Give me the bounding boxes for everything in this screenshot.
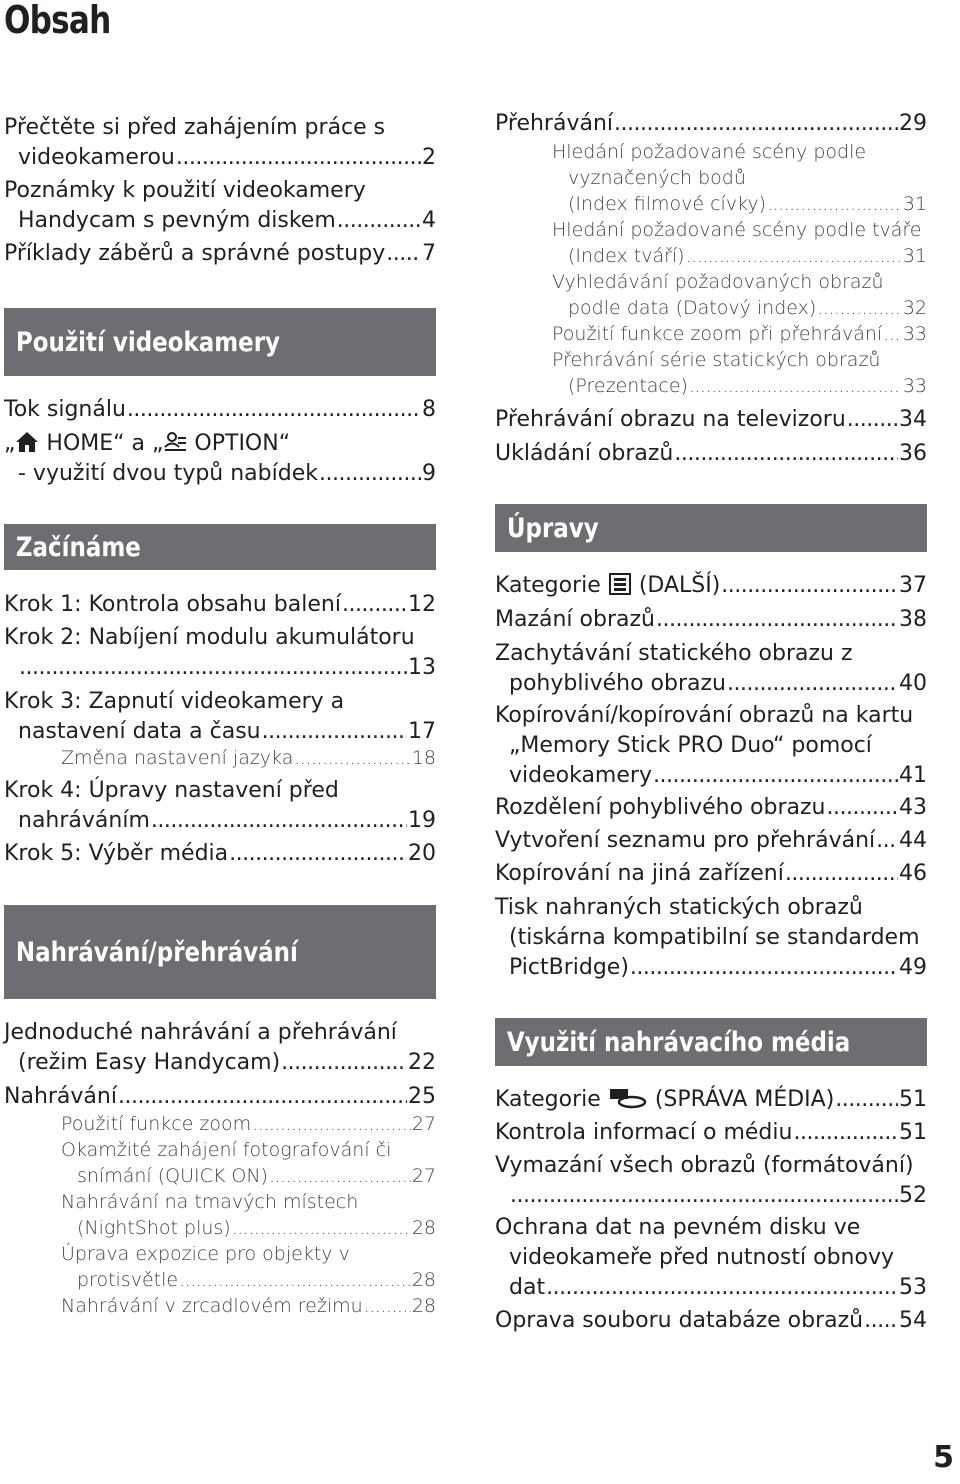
dot-leader: [229, 839, 407, 869]
dot-leader: [817, 295, 902, 321]
toc-page-number: 27: [411, 1165, 436, 1187]
toc-entry-text: Hledání požadované scény podle: [552, 141, 867, 163]
toc-entry-text: videokamerou: [18, 145, 175, 170]
toc-entry[interactable]: [495, 859, 927, 889]
toc-subentry[interactable]: [4, 1111, 436, 1137]
dot-leader: [281, 1048, 407, 1078]
dot-leader: [294, 745, 410, 771]
toc-entry-text: Krok 3: Zapnutí videokamery a: [4, 689, 345, 714]
toc-page-number: 4: [422, 208, 436, 233]
toc-entry-text: videokameře před nutností obnovy: [509, 1245, 894, 1270]
toc-entry-text: Přehrávání: [495, 111, 614, 136]
toc-entry[interactable]: [4, 623, 436, 683]
toc-entry[interactable]: [495, 571, 927, 601]
home-icon: [15, 431, 39, 453]
dot-leader: [386, 239, 421, 269]
toc-page-number: 2: [422, 145, 436, 170]
section-header-label: Začínáme: [15, 531, 141, 563]
dot-leader: [826, 793, 898, 823]
toc-entry[interactable]: [4, 1082, 436, 1112]
page-number: 5: [933, 1440, 954, 1475]
toc-subentry[interactable]: [495, 321, 927, 347]
toc-entry[interactable]: [495, 405, 927, 435]
dot-leader: [835, 1085, 898, 1115]
toc-entry-text: Použití funkce zoom při přehrávání: [552, 323, 883, 345]
toc-entry-text: PictBridge): [509, 955, 629, 980]
toc-page-number: 20: [408, 841, 436, 866]
dot-leader: [19, 653, 407, 683]
section-header-label: Použití videokamery: [15, 326, 280, 358]
toc-entry[interactable]: [4, 429, 436, 489]
toc-entry-text: „Memory Stick PRO Duo“ pomocí: [509, 733, 872, 758]
toc-page-number: 8: [422, 397, 436, 422]
toc-page-number: 19: [408, 808, 436, 833]
toc-entry[interactable]: [495, 826, 927, 856]
toc-page-number: 43: [899, 795, 927, 820]
toc-entry-text: (Index filmové cívky): [568, 193, 767, 215]
toc-entry[interactable]: [495, 109, 927, 139]
toc-subentry[interactable]: [495, 217, 927, 269]
toc-page-number: 33: [902, 323, 927, 345]
toc-entry-text: Změna nastavení jazyka: [61, 747, 294, 769]
toc-entry-text: Vymazání všech obrazů (formátování): [495, 1153, 914, 1178]
toc-entry-text: podle data (Datový index): [568, 297, 817, 319]
toc-entry-text: (režim Easy Handycam): [18, 1050, 281, 1075]
dot-leader: [176, 143, 421, 173]
toc-entry-text: dat: [509, 1275, 546, 1300]
toc-subentry[interactable]: [495, 269, 927, 321]
section-header-label: Využití nahrávacího média: [506, 1026, 851, 1058]
dot-leader: [630, 953, 898, 983]
toc-page-number: 27: [411, 1113, 436, 1135]
toc-page-number: 51: [899, 1087, 927, 1112]
dot-leader: [793, 1118, 898, 1148]
section-header: [495, 504, 927, 552]
toc-entry-text: Okamžité zahájení fotografování či: [61, 1139, 392, 1161]
toc-entry-text: Krok 5: Výběr média: [4, 841, 229, 866]
section-header: [4, 308, 436, 376]
toc-entry-text: „ HOME“ a „ OPTION“: [4, 431, 291, 456]
dot-leader: [179, 1267, 411, 1293]
section-header-label: Úpravy: [506, 512, 599, 544]
toc-entry-text: Rozdělení pohyblivého obrazu: [495, 795, 826, 820]
toc-entry-text: Kontrola informací o médiu: [495, 1120, 793, 1145]
dot-leader: [151, 806, 407, 836]
toc-page-number: 18: [411, 747, 436, 769]
dot-leader: [727, 669, 898, 699]
toc-entry[interactable]: [4, 1018, 436, 1078]
toc-page-number: 46: [899, 861, 927, 886]
toc-entry[interactable]: [495, 605, 927, 635]
toc-entry-text: Vytvoření seznamu pro přehrávání: [495, 828, 876, 853]
toc-page-number: 49: [899, 955, 927, 980]
toc-entry-text: videokamery: [509, 763, 652, 788]
toc-entry[interactable]: [4, 687, 436, 747]
toc-entry-text: pohyblivého obrazu: [509, 671, 726, 696]
section-header: [4, 524, 436, 570]
toc-entry-text: snímání (QUICK ON): [77, 1165, 268, 1187]
toc-page-number: 31: [902, 245, 927, 267]
toc-page-number: 13: [408, 655, 436, 680]
toc-entry-text: Vyhledávání požadovaných obrazů: [552, 271, 884, 293]
toc-entry-text: Přečtěte si před zahájením práce s: [4, 115, 386, 140]
toc-entry-text: Ukládání obrazů: [495, 441, 674, 466]
dot-leader: [510, 1181, 898, 1211]
toc-entry-text: Jednoduché nahrávání a přehrávání: [4, 1020, 397, 1045]
toc-subentry[interactable]: [4, 1293, 436, 1319]
toc-page-number: 28: [411, 1295, 436, 1317]
toc-page-number: 33: [902, 375, 927, 397]
manage-media-icon: [608, 1087, 648, 1109]
toc-entry-text: Tok signálu: [4, 397, 126, 422]
toc-page-number: 44: [899, 828, 927, 853]
toc-entry[interactable]: [4, 590, 436, 620]
toc-entry-text: vyznačených bodů: [568, 167, 746, 189]
toc-entry-text: Handycam s pevným diskem: [18, 208, 336, 233]
toc-entry-text: Příklady záběrů a správné postupy: [4, 241, 386, 266]
toc-page-number: 36: [899, 441, 927, 466]
toc-entry-text: nastavení data a času: [18, 719, 261, 744]
toc-entry-text: protisvětle: [77, 1269, 179, 1291]
dot-leader: [232, 1215, 411, 1241]
dot-leader: [847, 405, 898, 435]
toc-entry-text: Nahrávání: [4, 1084, 117, 1109]
toc-entry[interactable]: [495, 793, 927, 823]
dot-leader: [252, 1111, 411, 1137]
toc-subentry[interactable]: [4, 745, 436, 771]
toc-page-number: 34: [899, 407, 927, 432]
toc-page-number: 38: [899, 607, 927, 632]
toc-subentry[interactable]: [4, 1137, 436, 1189]
toc-entry[interactable]: [495, 1213, 927, 1303]
toc-page-number: 53: [899, 1275, 927, 1300]
toc-entry-text: Poznámky k použití videokamery: [4, 178, 366, 203]
toc-entry[interactable]: [4, 776, 436, 836]
toc-entry-text: Mazání obrazů: [495, 607, 655, 632]
toc-entry[interactable]: [495, 701, 927, 791]
other-category-icon: [608, 573, 632, 595]
toc-page-number: 9: [422, 461, 436, 486]
toc-entry-text: Přehrávání obrazu na televizoru: [495, 407, 846, 432]
toc-entry[interactable]: [495, 1118, 927, 1148]
toc-entry[interactable]: [495, 1306, 927, 1336]
dot-leader: [674, 439, 898, 469]
toc-page-number: 28: [411, 1269, 436, 1291]
toc-entry-text: - využití dvou typů nabídek: [18, 461, 318, 486]
toc-entry-text: nahráváním: [18, 808, 150, 833]
toc-entry[interactable]: [495, 639, 927, 699]
toc-subentry[interactable]: [495, 347, 927, 399]
toc-page-number: 7: [422, 241, 436, 266]
dot-leader: [269, 1163, 411, 1189]
toc-entry-text: (tiskárna kompatibilní se standardem: [509, 925, 920, 950]
dot-leader: [262, 717, 407, 747]
toc-entry[interactable]: [4, 176, 436, 236]
toc-page-number: 41: [899, 763, 927, 788]
toc-entry-text: Kategorie (SPRÁVA MÉDIA): [495, 1087, 835, 1112]
dot-leader: [689, 373, 902, 399]
toc-subentry[interactable]: [495, 139, 927, 217]
toc-entry-text: Použití funkce zoom: [61, 1113, 252, 1135]
dot-leader: [342, 590, 407, 620]
toc-entry-text: Přehrávání série statických obrazů: [552, 349, 881, 371]
toc-entry-text: Kopírování/kopírování obrazů na kartu: [495, 703, 914, 728]
toc-page-number: 52: [899, 1183, 927, 1208]
toc-entry[interactable]: [4, 839, 436, 869]
toc-page-number: 37: [899, 573, 927, 598]
dot-leader: [656, 605, 898, 635]
toc-entry[interactable]: [4, 395, 436, 425]
option-icon: [163, 431, 187, 453]
toc-page-number: 25: [408, 1084, 436, 1109]
dot-leader: [337, 206, 421, 236]
toc-entry[interactable]: [495, 439, 927, 469]
toc-page-number: 40: [899, 671, 927, 696]
toc-entry-text: Tisk nahraných statických obrazů: [495, 895, 863, 920]
dot-leader: [721, 571, 898, 601]
toc-entry-text: Nahrávání na tmavých místech: [61, 1191, 359, 1213]
toc-page-number: 51: [899, 1120, 927, 1145]
toc-entry[interactable]: [495, 893, 927, 983]
section-header-label: Nahrávání/přehrávání: [15, 936, 298, 968]
dot-leader: [614, 109, 898, 139]
section-header: [495, 1018, 927, 1066]
dot-leader: [653, 761, 898, 791]
toc-subentry[interactable]: [4, 1241, 436, 1293]
toc-entry-text: Kopírování na jiná zařízení: [495, 861, 784, 886]
toc-page-number: 54: [899, 1308, 927, 1333]
section-header: [4, 905, 436, 999]
toc-entry-text: (Index tváří): [568, 245, 685, 267]
toc-page-number: 28: [411, 1217, 436, 1239]
toc-page-number: 12: [408, 592, 436, 617]
toc-entry[interactable]: [4, 239, 436, 269]
dot-leader: [883, 321, 902, 347]
toc-entry-text: Hledání požadované scény podle tváře: [552, 219, 922, 241]
toc-entry-text: (NightShot plus): [77, 1217, 231, 1239]
toc-entry-text: (Prezentace): [568, 375, 688, 397]
dot-leader: [364, 1293, 411, 1319]
toc-entry-text: Krok 2: Nabíjení modulu akumulátoru: [4, 625, 415, 650]
toc-entry-text: Nahrávání v zrcadlovém režimu: [61, 1295, 363, 1317]
toc-page-number: 32: [902, 297, 927, 319]
toc-entry-text: Krok 4: Úpravy nastavení před: [4, 778, 339, 803]
toc-page-number: 17: [408, 719, 436, 744]
dot-leader: [546, 1273, 898, 1303]
dot-leader: [785, 859, 898, 889]
toc-entry-text: Kategorie (DALŠÍ): [495, 573, 721, 598]
toc-entry[interactable]: [495, 1151, 927, 1211]
toc-page-number: 22: [408, 1050, 436, 1075]
toc-entry-text: Krok 1: Kontrola obsahu balení: [4, 592, 341, 617]
dot-leader: [767, 191, 902, 217]
toc-subentry[interactable]: [4, 1189, 436, 1241]
toc-entry-text: Ochrana dat na pevném disku ve: [495, 1215, 861, 1240]
dot-leader: [127, 395, 421, 425]
page-title: Obsah: [4, 0, 111, 42]
toc-entry[interactable]: [4, 113, 436, 173]
dot-leader: [118, 1082, 407, 1112]
toc-page-number: 31: [902, 193, 927, 215]
toc-page-number: 29: [899, 111, 927, 136]
toc-entry-text: Zachytávání statického obrazu z: [495, 641, 853, 666]
toc-entry-text: Úprava expozice pro objekty v: [61, 1243, 350, 1265]
toc-entry[interactable]: [495, 1085, 927, 1115]
toc-entry-text: Oprava souboru databáze obrazů: [495, 1308, 864, 1333]
dot-leader: [686, 243, 902, 269]
dot-leader: [319, 459, 421, 489]
dot-leader: [864, 1306, 898, 1336]
dot-leader: [876, 826, 898, 856]
